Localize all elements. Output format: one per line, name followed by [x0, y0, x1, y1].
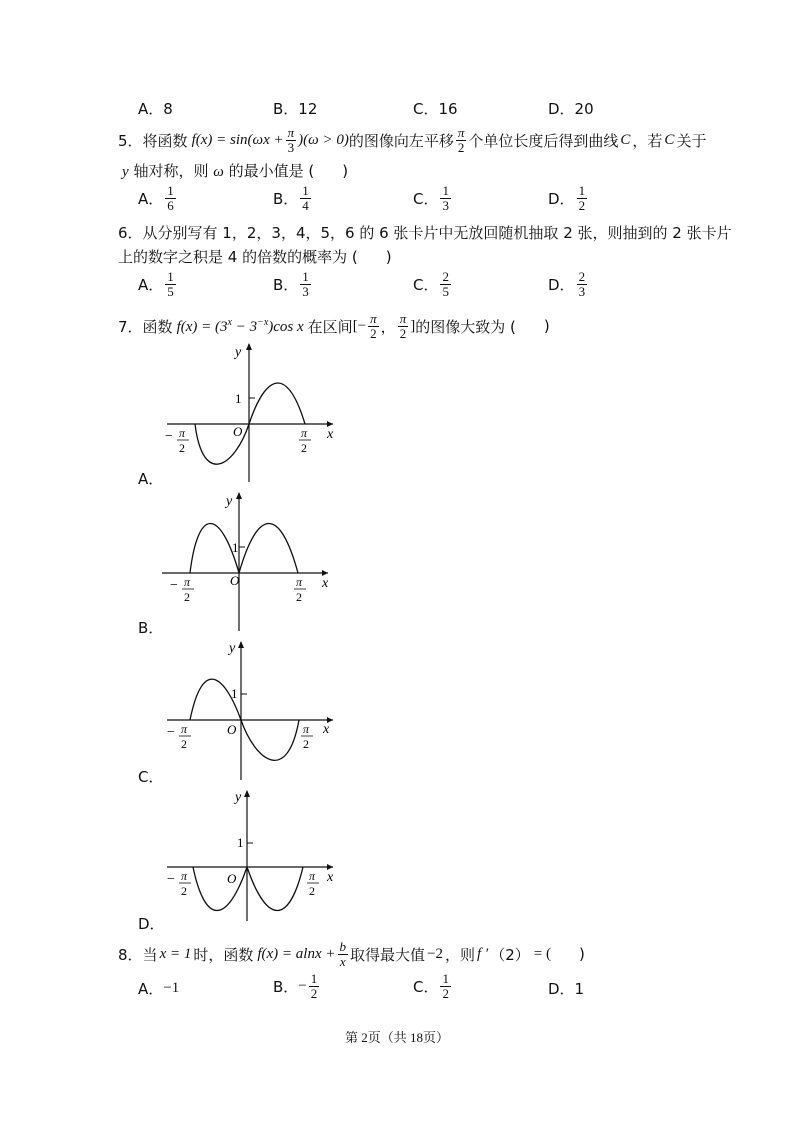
q7-option-c-label: C． [138, 768, 164, 786]
q5-text: ) [342, 162, 349, 180]
graph-b-neg-two: 2 [184, 590, 190, 604]
q5-text: 将函数 [142, 131, 188, 150]
q7-graph-d [155, 785, 345, 931]
q5-curve-c: C [620, 131, 631, 148]
q8-arg: （2） [490, 945, 530, 964]
q8-option-c: C． $\frac{1}{2}$ [413, 971, 449, 1001]
q4-option-d: D．20 [548, 100, 594, 118]
graph-c-pi: π [303, 722, 310, 736]
q7-text: ) [543, 317, 550, 335]
graph-c-origin: O [227, 722, 237, 737]
q5-curve-c: C [664, 131, 675, 148]
q5-text: 个单位长度后得到曲线 [468, 131, 619, 150]
graph-a-neg-two: 2 [179, 441, 185, 455]
graph-c-y-label: y [229, 641, 236, 656]
graph-d-two: 2 [309, 884, 315, 898]
q5-y: y [122, 164, 129, 180]
graph-d-y-label: y [235, 790, 242, 805]
graph-d-pi: π [309, 869, 316, 883]
q8-b-over-x: $\frac{b}{x}$ [339, 938, 346, 969]
q7-bracket: [− [352, 317, 367, 334]
q8-eq: = ( [533, 945, 551, 962]
graph-a-one: 1 [235, 391, 242, 406]
graph-b-x-label: x [322, 576, 329, 591]
q8-x-equals-1: x = 1 [159, 945, 192, 962]
q8-option-b: B． − $\frac{1}{2}$ [273, 971, 318, 1001]
graph-b-origin: O [230, 573, 240, 588]
graph-b-two: 2 [296, 590, 302, 604]
q8-text: 取得最大值 [350, 945, 426, 964]
q5-text: 轴对称，则 [133, 162, 209, 180]
graph-a-two: 2 [301, 441, 307, 455]
q6-option-b: B． $\frac{1}{3}$ [273, 269, 309, 299]
graph-a-pi: π [301, 426, 308, 440]
graph-b-one: 1 [232, 540, 239, 555]
q5-option-d: D． $\frac{1}{2}$ [548, 183, 586, 213]
q8-option-d: D．1 [548, 980, 585, 998]
q5-omega: ω [213, 164, 224, 180]
q7-graph-a [155, 338, 345, 484]
graph-d-one: 1 [237, 835, 244, 850]
q7-text: 的图像大致为 ( [415, 317, 516, 336]
graph-b-pi: π [296, 575, 303, 589]
q7-pi-over-2: $\frac{\pi}{2}$ [399, 310, 407, 341]
page-footer: 第 2页（共 18页） [344, 1030, 449, 1045]
graph-d-neg-pi: π [181, 869, 188, 883]
q5-option-c: C． $\frac{1}{3}$ [413, 183, 449, 213]
graph-a-origin: O [233, 424, 243, 439]
q5-text: ，若 [632, 131, 663, 150]
q6-stem-line2: 上的数字之积是 4 的倍数的概率为 ( ) [118, 248, 392, 266]
graph-d-x-label: x [327, 870, 334, 885]
q5-option-b: B． $\frac{1}{4}$ [273, 183, 309, 213]
q7-text: 函数 [142, 317, 173, 336]
q5-option-a: A． $\frac{1}{6}$ [138, 183, 174, 213]
graph-a-y-label: y [235, 345, 242, 360]
q8-text: 时，函数 [193, 945, 254, 964]
graph-c-neg-pi: π [181, 722, 188, 736]
q4-option-b: B．12 [273, 100, 318, 118]
graph-d-neg: − [167, 872, 175, 887]
q5-text: 关于 [676, 131, 707, 150]
q5-text: 的图像向左平移 [348, 131, 454, 150]
q7-option-b-label: B． [138, 619, 164, 637]
graph-c-x-label: x [323, 722, 330, 737]
graph-b-neg-pi: π [184, 575, 191, 589]
graph-b-neg: − [170, 578, 178, 593]
q7-comma: ， [380, 317, 396, 336]
q6-option-d: D． $\frac{2}{3}$ [548, 269, 586, 299]
q7-pi-over-2: $\frac{\pi}{2}$ [370, 310, 377, 341]
q4-option-c: C．16 [413, 100, 458, 118]
graph-a-x-label: x [327, 427, 334, 442]
graph-c-one: 1 [231, 686, 238, 701]
q7-number: 7． [118, 317, 143, 336]
q6-option-a: A． $\frac{1}{5}$ [138, 269, 174, 299]
q7-graph-b [150, 487, 340, 633]
q8-stem [118, 936, 585, 972]
graph-c-neg: − [167, 725, 175, 740]
q7-function: $f(x) = (3^x - 3^{-x})\cos$ x [176, 316, 304, 335]
q5-pi-over-3: $\frac{\pi}{3}$ [287, 124, 295, 155]
graph-b-y-label: y [226, 494, 233, 509]
graph-a-neg: − [165, 429, 173, 444]
q8-function: f(x) = alnx + [257, 945, 336, 962]
q4-option-a: A．8 [138, 100, 173, 118]
q8-option-a: A． −1 [138, 980, 180, 998]
q8-number: 8． [118, 945, 143, 964]
q8-derivative: f ′ [477, 945, 489, 962]
q7-option-a-label: A． [138, 470, 164, 488]
graph-c-neg-two: 2 [181, 737, 187, 751]
graph-d-neg-two: 2 [181, 884, 187, 898]
q5-pi-over-2: $\frac{\pi}{2}$ [457, 124, 465, 155]
q7-graph-c [155, 636, 345, 782]
q5-function: f(x) = sin(ωx + [191, 131, 284, 148]
q5-condition: )(ω > 0) [298, 131, 349, 148]
q7-option-d-label: D． [138, 915, 165, 933]
q7-bracket: ] [410, 317, 416, 334]
q7-text: 在区间 [307, 317, 353, 336]
q8-text: ，则 [444, 945, 475, 964]
q5-stem-line2 [122, 160, 348, 181]
q6-option-c: C． $\frac{2}{5}$ [413, 269, 449, 299]
q8-text: 当 [142, 945, 158, 964]
q5-number: 5． [118, 131, 143, 150]
q8-text: ) [578, 945, 585, 963]
q6-stem-line1: 6．从分别写有 1，2，3，4，5，6 的 6 张卡片中无放回随机抽取 2 张，则抽到的 2 张卡片 [118, 224, 732, 242]
q8-max-value: −2 [427, 945, 443, 962]
graph-d-origin: O [227, 871, 237, 886]
graph-c-two: 2 [303, 737, 309, 751]
q5-text: 的最小值是 ( [228, 162, 315, 180]
graph-a-neg-pi: π [179, 426, 186, 440]
q5-stem-line1 [118, 122, 706, 158]
